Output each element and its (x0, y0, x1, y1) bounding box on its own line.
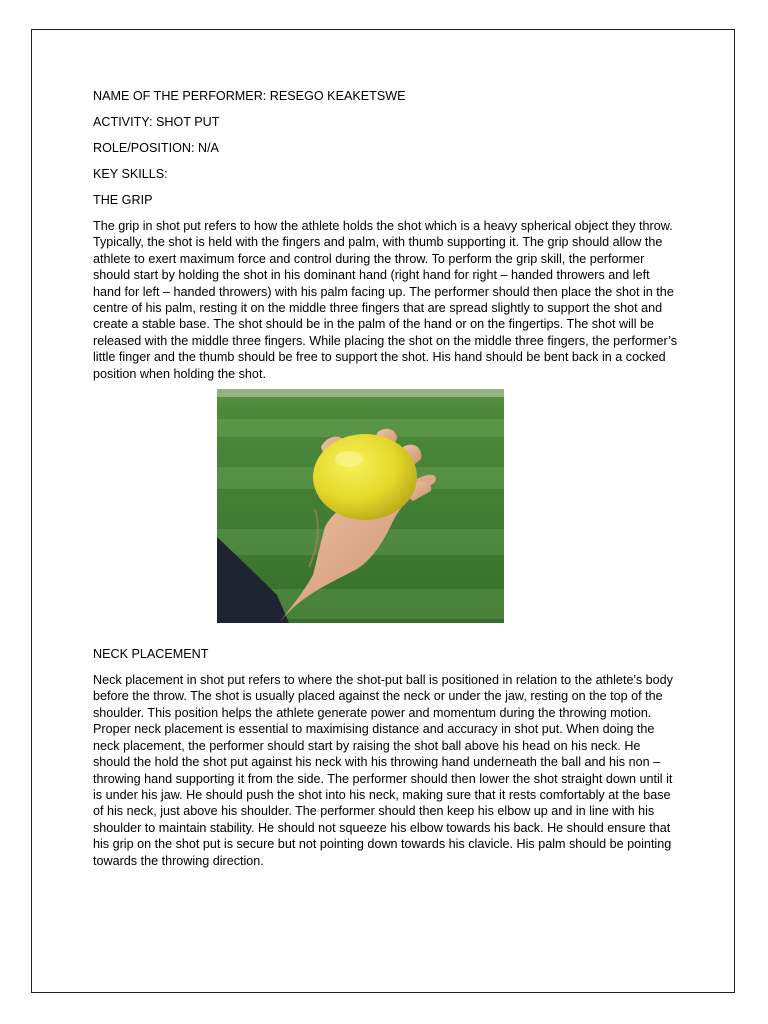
role-position-line: ROLE/POSITION: N/A (93, 141, 219, 155)
grip-heading: THE GRIP (93, 193, 153, 207)
sky-strip (217, 389, 504, 397)
neck-placement-paragraph: Neck placement in shot put refers to where the shot-put ball is positioned in relation to the athlete's body before the throw. The shot is usually placed against the neck or under the jaw, resting on the top of the shoulder. This position helps the athlete generate power and momentum during the throwing motion. Proper neck placement is essential to maximising distance and accuracy in shot put. When doing the neck placement, the performer should start by raising the shot ball above his head on his neck. He should the hold the shot put against his neck with his throwing hand underneath the ball and his non – throwing hand supporting it from the side. The performer should then lower the shot straight down until it is under his jaw. He should push the shot into his neck, making sure that it rests comfortably at the base of his neck, just above his shoulder. The performer should then keep his elbow up and in line with his shoulder to maintain stability. He should not squeeze his elbow towards his back. He should ensure that his grip on the shot put is secure but not pointing down towards his clavicle. His palm should be pointing towards the throwing direction. (93, 673, 673, 868)
shot-grip-photo (217, 389, 504, 623)
key-skills-line: KEY SKILLS: (93, 167, 168, 181)
document-page (31, 29, 735, 993)
neck-placement-heading: NECK PLACEMENT (93, 647, 209, 662)
shot-grip-image (217, 389, 504, 623)
document-content (93, 88, 678, 875)
performer-name-line: NAME OF THE PERFORMER: RESEGO KEAKETSWE (93, 89, 406, 103)
grip-paragraph: The grip in shot put refers to how the athlete holds the shot which is a heavy spherical object they throw. Typically, the shot is held with the fingers and palm, with thumb supporting it. The grip should allow the athlete to exert maximum force and control during the throw. To perform the grip skill, the performer should start by holding the shot in his dominant hand (right hand for right – handed throwers and left hand for left – handed throwers) with his palm facing up. The performer should then place the shot in the centre of his palm, resting it on the middle three fingers that are spread slightly to support the shot and create a stable base. The shot should be in the palm of the hand or on the fingertips. The shot will be released with the middle three fingers. While placing the shot on the middle three fingers, the performer’s little finger and the thumb should be free to support the shot. His hand should be bent back in a cocked position when holding the shot. (93, 219, 678, 381)
ball-highlight (335, 451, 363, 467)
activity-line: ACTIVITY: SHOT PUT (93, 115, 220, 129)
shot-ball (313, 434, 417, 520)
